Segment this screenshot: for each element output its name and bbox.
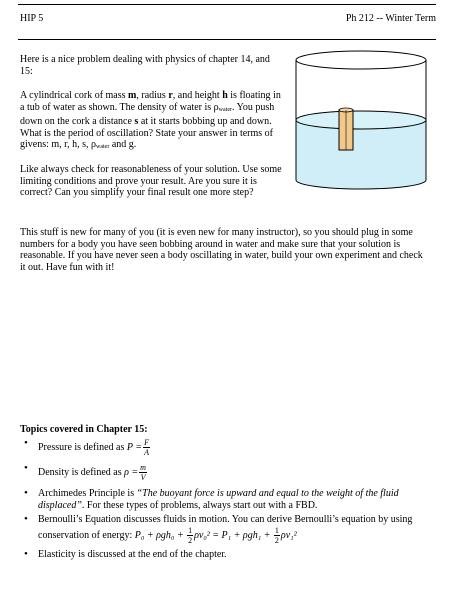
var-s: s [134,116,139,128]
header-rule [18,39,436,40]
bernoulli-eq-a: P₀ + ρgh₀ + [134,529,187,541]
tub-with-floating-cork-icon [288,46,434,192]
problem-text: and g. [109,139,137,151]
problem-paragraph [20,90,282,154]
rho-water: $\rho_{water}$ [213,101,232,113]
topic-archimedes: • Archimedes Principle is “The buoyant force is upward and equal to the weight of the fluid displaced”. For these types of problems, always start out with a FBD. [24,488,428,511]
topic-pressure: • Pressure is defined as P = $\frac{F}{A}$ [24,438,428,457]
tub-rim [296,51,426,69]
top-rule [18,4,436,5]
bernoulli-eq-b: ρv₀² = P₁ + ρgh₁ + [194,529,273,541]
bernoulli-eq-c: ρv₁² [280,529,297,541]
header-course-code: HIP 5 [20,13,44,24]
half-fraction: $\frac{1}{2}$ [188,525,193,545]
problem-text: A cylindrical cork of mass [20,90,129,101]
problem-text: at it starts bobbing up and down. What is the period of oscillation? State your answer in terms of givens: m, r, h, s, [20,116,273,151]
pressure-fraction: $\frac{F}{A}$ [144,438,149,457]
topic-bernoulli: • Bernoulli’s Equation discusses fluids in motion. You can derive Bernoulli’s equation by using conservation of energy: P₀ + ρgh₀ + $\frac{1}{2}$ ρv₀² = P₁ + ρgh₁ + $\frac{1}{2}$ ρv₁² [24,514,428,545]
var-r: r [168,90,173,101]
archimedes-quote: “The buoyant force is upward and equal to the weight of the fluid displaced” [38,488,399,511]
topic-density: • Density is defined as ρ = $\frac{m}{V}$ [24,463,428,482]
rho-water: $\rho_{water}$ [91,139,110,151]
check-paragraph: Like always check for reasonableness of your solution. Use some limiting conditions and prove your result. Are you sure it is correct? Can you simplify your final result one more step? [20,164,282,199]
var-h: h [222,90,228,101]
water-body [296,120,426,189]
pressure-lhs: P = [126,441,143,453]
water-surface [296,111,426,129]
topics-list [24,438,428,560]
density-fraction: $\frac{m}{V}$ [140,463,146,482]
topics-title: Topics covered in Chapter 15: [20,424,148,435]
topic-elasticity: • Elasticity is discussed at the end of the chapter. [24,549,428,561]
problem-text: , and height [172,90,223,101]
half-fraction: $\frac{1}{2}$ [274,525,279,545]
intro-paragraph: Here is a nice problem dealing with physics of chapter 14, and 15: [20,54,270,77]
header-course-term: Ph 212 -- Winter Term [345,13,436,24]
density-lhs: ρ = [124,466,139,478]
var-m: m [128,90,137,101]
problem-text: is floating in a tub of water as shown. The density of water is [20,90,281,113]
new-stuff-paragraph: This stuff is new for many of you (it is even new for many instructor), so you should plug in some numbers for a body you have seen bobbing around in water and make sure that your solution is reasonable. If you have never seen a body oscillating in water, build your own experiment and check it out. Have fun with it! [20,227,423,273]
problem-text: . You push down on the cork a distance [20,101,275,128]
problem-text: , radius [136,90,169,101]
